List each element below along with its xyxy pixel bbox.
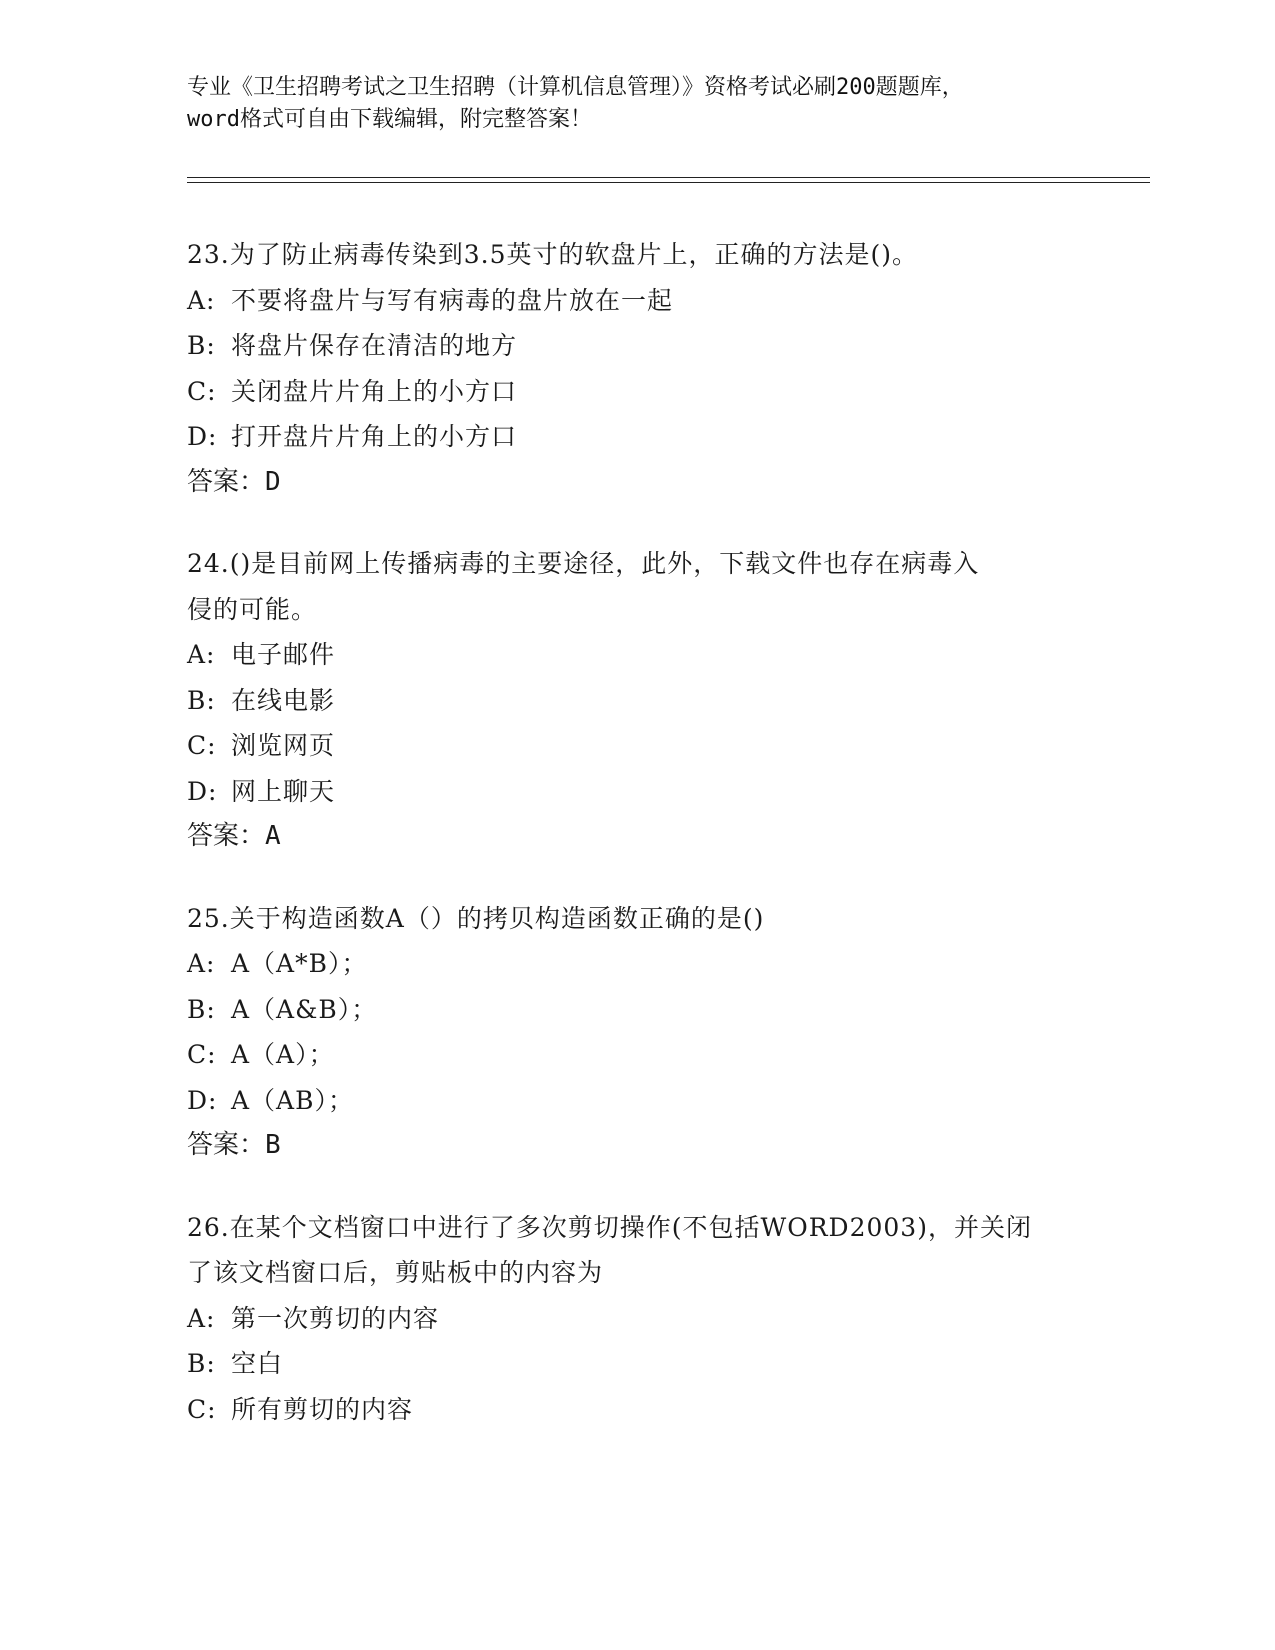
question-list [187, 232, 1137, 1468]
document-header [187, 72, 1087, 136]
answer-option [187, 941, 1137, 987]
header-line-1: 专业《卫生招聘考试之卫生招聘（计算机信息管理）》资格考试必刷200题题库， [187, 75, 964, 100]
option-key: C: [187, 376, 217, 406]
question-block [187, 541, 1137, 860]
question-block [187, 896, 1137, 1169]
question-text: 25.关于构造函数A（）的拷贝构造函数正确的是() [187, 903, 765, 933]
option-key: A: [187, 285, 216, 315]
answer-option [187, 1296, 1137, 1342]
option-text: A（A）； [231, 1040, 335, 1069]
option-text: 在线电影 [231, 685, 336, 715]
option-key: B: [187, 1349, 216, 1378]
option-key: B: [187, 331, 216, 360]
header-line-2: word格式可自由下载编辑，附完整答案！ [187, 107, 592, 132]
answer-option [187, 1032, 1137, 1078]
answer-key: 答案：D [187, 466, 281, 497]
answer-option [187, 632, 1137, 678]
option-key: B: [187, 685, 216, 715]
option-key: A: [187, 949, 216, 978]
question-text: 24.()是目前网上传播病毒的主要途径，此外，下载文件也存在病毒入 [187, 549, 980, 578]
answer-option [187, 278, 1137, 324]
header-divider-bottom [187, 182, 1150, 183]
option-key: C: [187, 1040, 217, 1069]
answer-option [187, 1341, 1137, 1387]
option-text: 将盘片保存在清洁的地方 [231, 331, 518, 360]
option-text: 不要将盘片与写有病毒的盘片放在一起 [231, 285, 674, 315]
question-block [187, 1205, 1137, 1433]
answer-option [187, 678, 1137, 724]
option-key: A: [187, 640, 216, 669]
question-text: 23.为了防止病毒传染到3.5英寸的软盘片上，正确的方法是()。 [187, 240, 919, 269]
option-key: C: [187, 731, 217, 760]
answer-option [187, 323, 1137, 369]
question-block [187, 232, 1137, 505]
option-text: A（A*B）； [231, 949, 368, 978]
option-text: 第一次剪切的内容 [231, 1303, 440, 1333]
option-text: 浏览网页 [231, 731, 336, 760]
option-key: B: [187, 994, 216, 1024]
answer-option [187, 769, 1137, 815]
option-key: D: [187, 1085, 218, 1115]
option-text: 打开盘片片角上的小方口 [231, 422, 518, 451]
option-key: D: [187, 422, 218, 451]
answer-key: 答案：B [187, 1130, 281, 1160]
answer-option [187, 1078, 1137, 1124]
header-divider-top [187, 177, 1150, 178]
answer-option [187, 1387, 1137, 1433]
question-text: 了该文档窗口后，剪贴板中的内容为 [187, 1258, 604, 1287]
option-key: D: [187, 776, 218, 806]
question-text: 侵的可能。 [187, 594, 318, 624]
option-key: C: [187, 1394, 217, 1424]
option-text: 所有剪切的内容 [231, 1394, 414, 1424]
option-text: 关闭盘片片角上的小方口 [231, 376, 518, 406]
answer-option [187, 369, 1137, 415]
answer-option [187, 987, 1137, 1033]
option-key: A: [187, 1303, 216, 1333]
option-text: A（AB）； [231, 1085, 354, 1115]
option-text: A（A&B）； [231, 994, 378, 1024]
question-text: 26.在某个文档窗口中进行了多次剪切操作(不包括WORD2003)，并关闭 [187, 1212, 1032, 1242]
answer-key: 答案：A [187, 821, 281, 851]
option-text: 网上聊天 [231, 776, 336, 806]
answer-option [187, 723, 1137, 769]
answer-option [187, 414, 1137, 460]
option-text: 电子邮件 [231, 640, 336, 669]
option-text: 空白 [231, 1349, 284, 1378]
